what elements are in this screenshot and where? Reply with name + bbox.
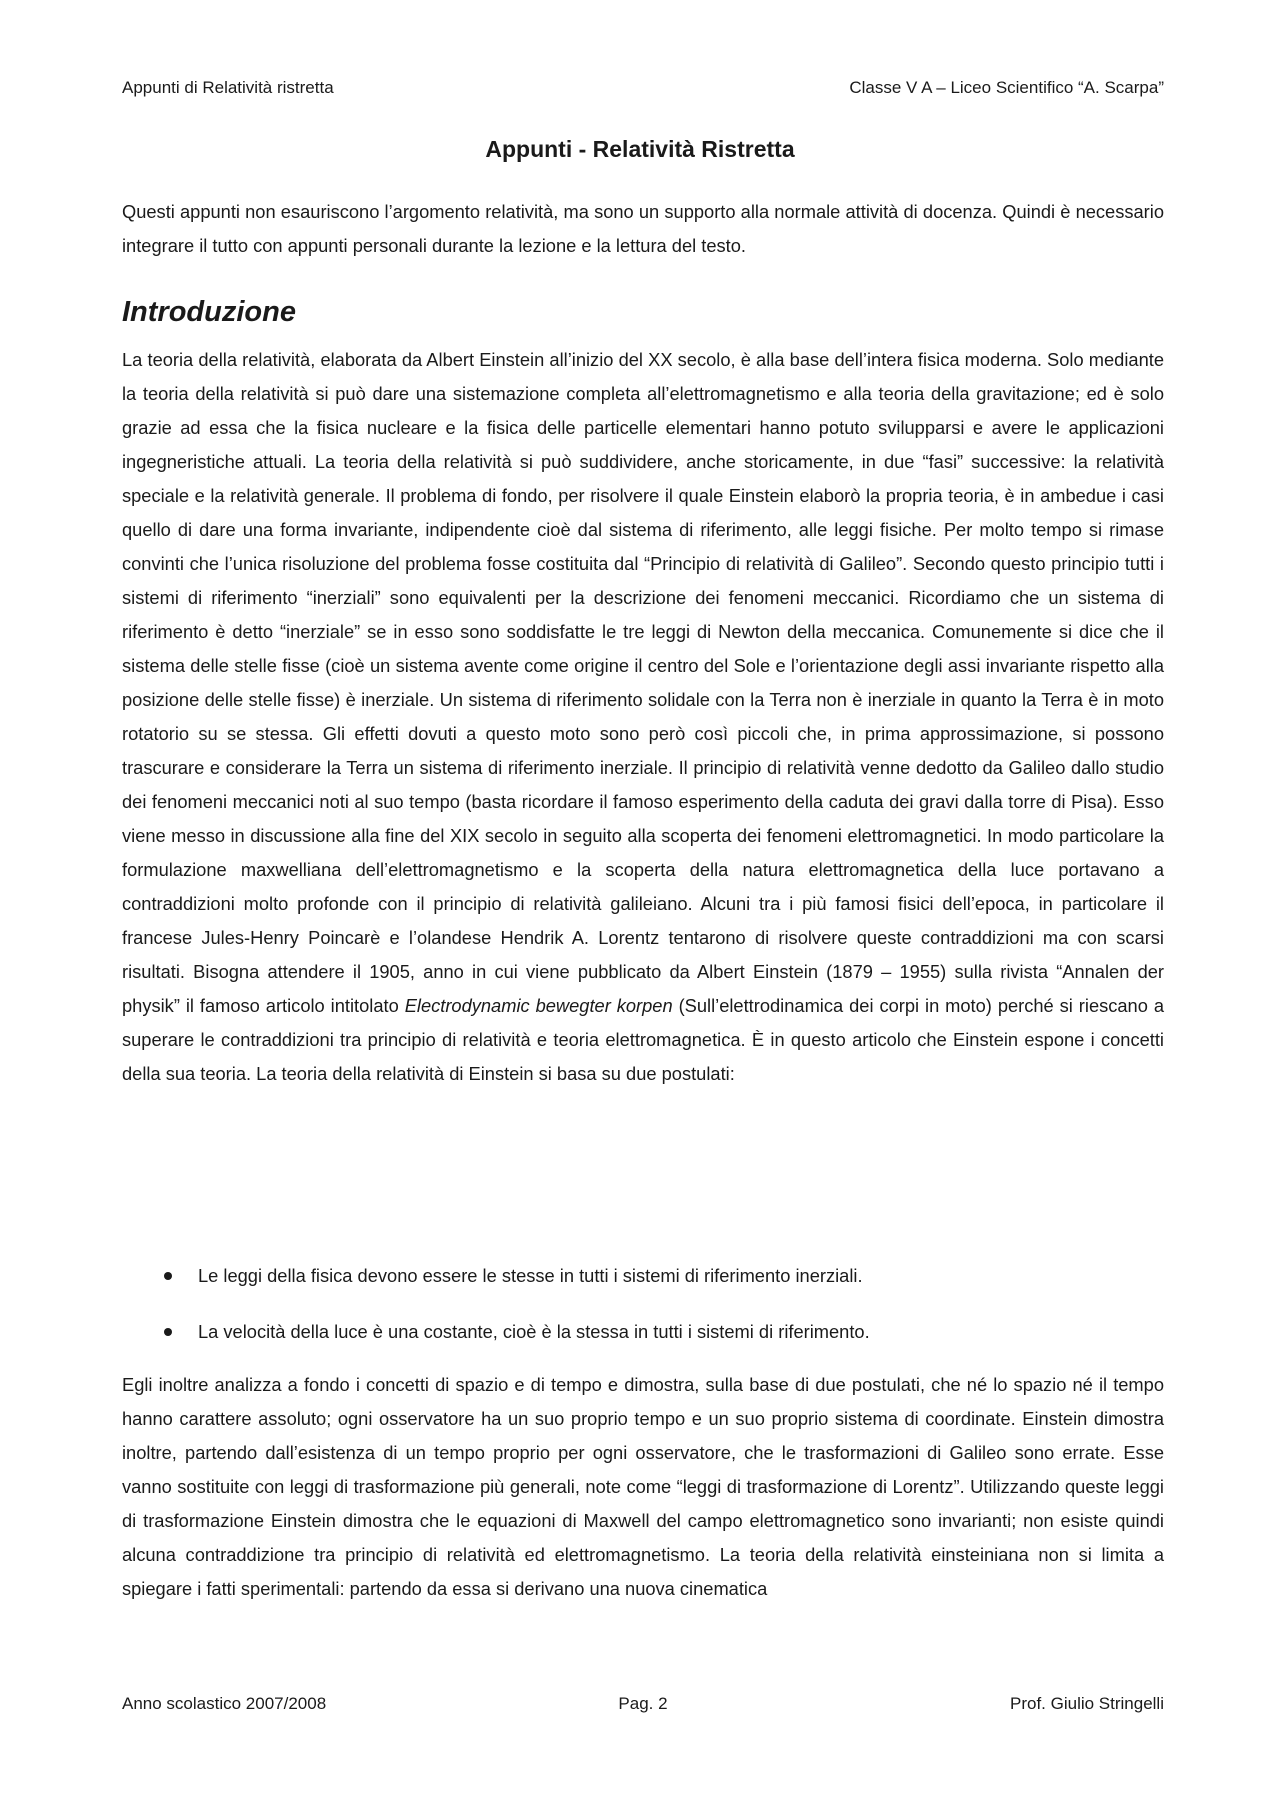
main-paragraph [122,343,1164,1091]
postulate-text: La velocità della luce è una costante, cioè è la stessa in tutti i sistemi di riferimento. [198,1321,870,1342]
closing-paragraph: Egli inoltre analizza a fondo i concetti di spazio e di tempo e dimostra, sulla base di due postulati, che né lo spazio né il tempo hanno carattere assoluto; ogni osservatore ha un suo proprio tempo e un suo proprio sistema di coordinate. Einstein dimostra inoltre, partendo dall’esistenza di un tempo proprio per ogni osservatore, che le trasformazioni di Galileo sono errate. Esse vanno sostituite con leggi di trasformazione più generali, note come “leggi di trasformazione di Lorentz”. Utilizzando queste leggi di trasformazione Einstein dimostra che le equazioni di Maxwell del campo elettromagnetico sono invarianti; non esiste quindi alcuna contraddizione tra principio di relatività ed elettromagnetismo. La teoria della relatività einsteiniana non si limita a spiegare i fatti sperimentali: partendo da essa si derivano una nuova cinematica [122,1374,1164,1599]
page-number: Pag. 2 [618,1694,668,1713]
footer-right: Prof. Giulio Stringelli [1009,1694,1164,1713]
document-title: Appunti - Relatività Ristretta [485,136,795,162]
bullet-icon [164,1272,172,1280]
postulate-text: Le leggi della fisica devono essere le stesse in tutti i sistemi di riferimento inerziali. [198,1265,863,1286]
header-left: Appunti di Relatività ristretta [122,78,334,97]
main-paragraph-part1: La teoria della relatività, elaborata da Albert Einstein all’inizio del XX secolo, è alla base dell’intera fisica moderna. Solo mediante la teoria della relatività si può dare una sistemazione completa all’elettromagnetismo e alla teoria della gravitazione; ed è solo grazie ad essa che la fisica nucleare e la fisica delle particelle elementari hanno potuto svilupparsi e avere le applicazioni ingegneristiche attuali. La teoria della relatività si può suddividere, anche storicamente, in due “fasi” successive: la relatività speciale e la relatività generale. Il problema di fondo, per risolvere il quale Einstein elaborò la propria teoria, è in ambedue i casi quello di dare una forma invariante, indipendente cioè dal sistema di riferimento, alle leggi fisiche. Per molto tempo si rimase convinti che l’unica risoluzione del problema fosse costituita dal “Principio di relatività di Galileo”. Secondo questo principio tutti i sistemi di riferimento “inerziali” sono equivalenti per la descrizione dei fenomeni meccanici. Ricordiamo che un sistema di riferimento è detto “inerziale” se in esso sono soddisfatte le tre leggi di Newton della meccanica. Comunemente si dice che il sistema delle stelle fisse (cioè un sistema avente come origine il centro del Sole e l’orientazione degli assi invariante rispetto alla posizione delle stelle fisse) è inerziale. Un sistema di riferimento solidale con la Terra non è inerziale in quanto la Terra è in moto rotatorio su se stessa. Gli effetti dovuti a questo moto sono però così piccoli che, in prima approssimazione, si possono trascurare e considerare la Terra un sistema di riferimento inerziale. Il principio di relatività venne dedotto da Galileo dallo studio dei fenomeni meccanici noti al suo tempo (basta ricordare il famoso esperimento della caduta dei gravi dalla torre di Pisa). Esso viene messo in discussione alla fine del XIX secolo in seguito alla scoperta dei fenomeni elettromagnetici. In modo particolare la formulazione maxwelliana dell’elettromagnetismo e la scoperta della natura elettromagnetica della luce portavano a contraddizioni molto profonde con il principio di relatività galileiano. Alcuni tra i più famosi fisici dell’epoca, in particolare il francese Jules-Henry Poincarè e l’olandese Hendrik A. Lorentz tentarono di risolvere queste contraddizioni ma con scarsi risultati. Bisogna attendere il 1905, anno in cui viene pubblicato da Albert Einstein (1879 – 1955) sulla rivista “Annalen der physik” il famoso articolo intitolato [122,349,1164,1016]
article-title: Electrodynamic bewegter korpen [404,995,673,1016]
intro-paragraph: Questi appunti non esauriscono l’argomento relatività, ma sono un supporto alla normale attività di docenza. Quindi è necessario integrare il tutto con appunti personali durante la lezione e la lettura del testo. [122,201,1164,256]
postulates-list [122,1259,1164,1349]
list-item [122,1315,1164,1349]
page-footer [122,1694,1164,1720]
bullet-icon [164,1328,172,1336]
page-header [122,78,1164,104]
section-heading: Introduzione [122,296,296,328]
header-right: Classe V A – Liceo Scientifico “A. Scarpa” [849,78,1164,97]
list-item [122,1259,1164,1293]
main-paragraph-part2: (Sull’elettrodinamica dei corpi in moto) perché si riescano a superare le contraddizioni tra principio di relatività e teoria elettromagnetica. È in questo articolo che Einstein espone i concetti della sua teoria. La teoria della relatività di Einstein si basa su due postulati: [122,995,1164,1084]
footer-left: Anno scolastico 2007/2008 [122,1694,327,1713]
